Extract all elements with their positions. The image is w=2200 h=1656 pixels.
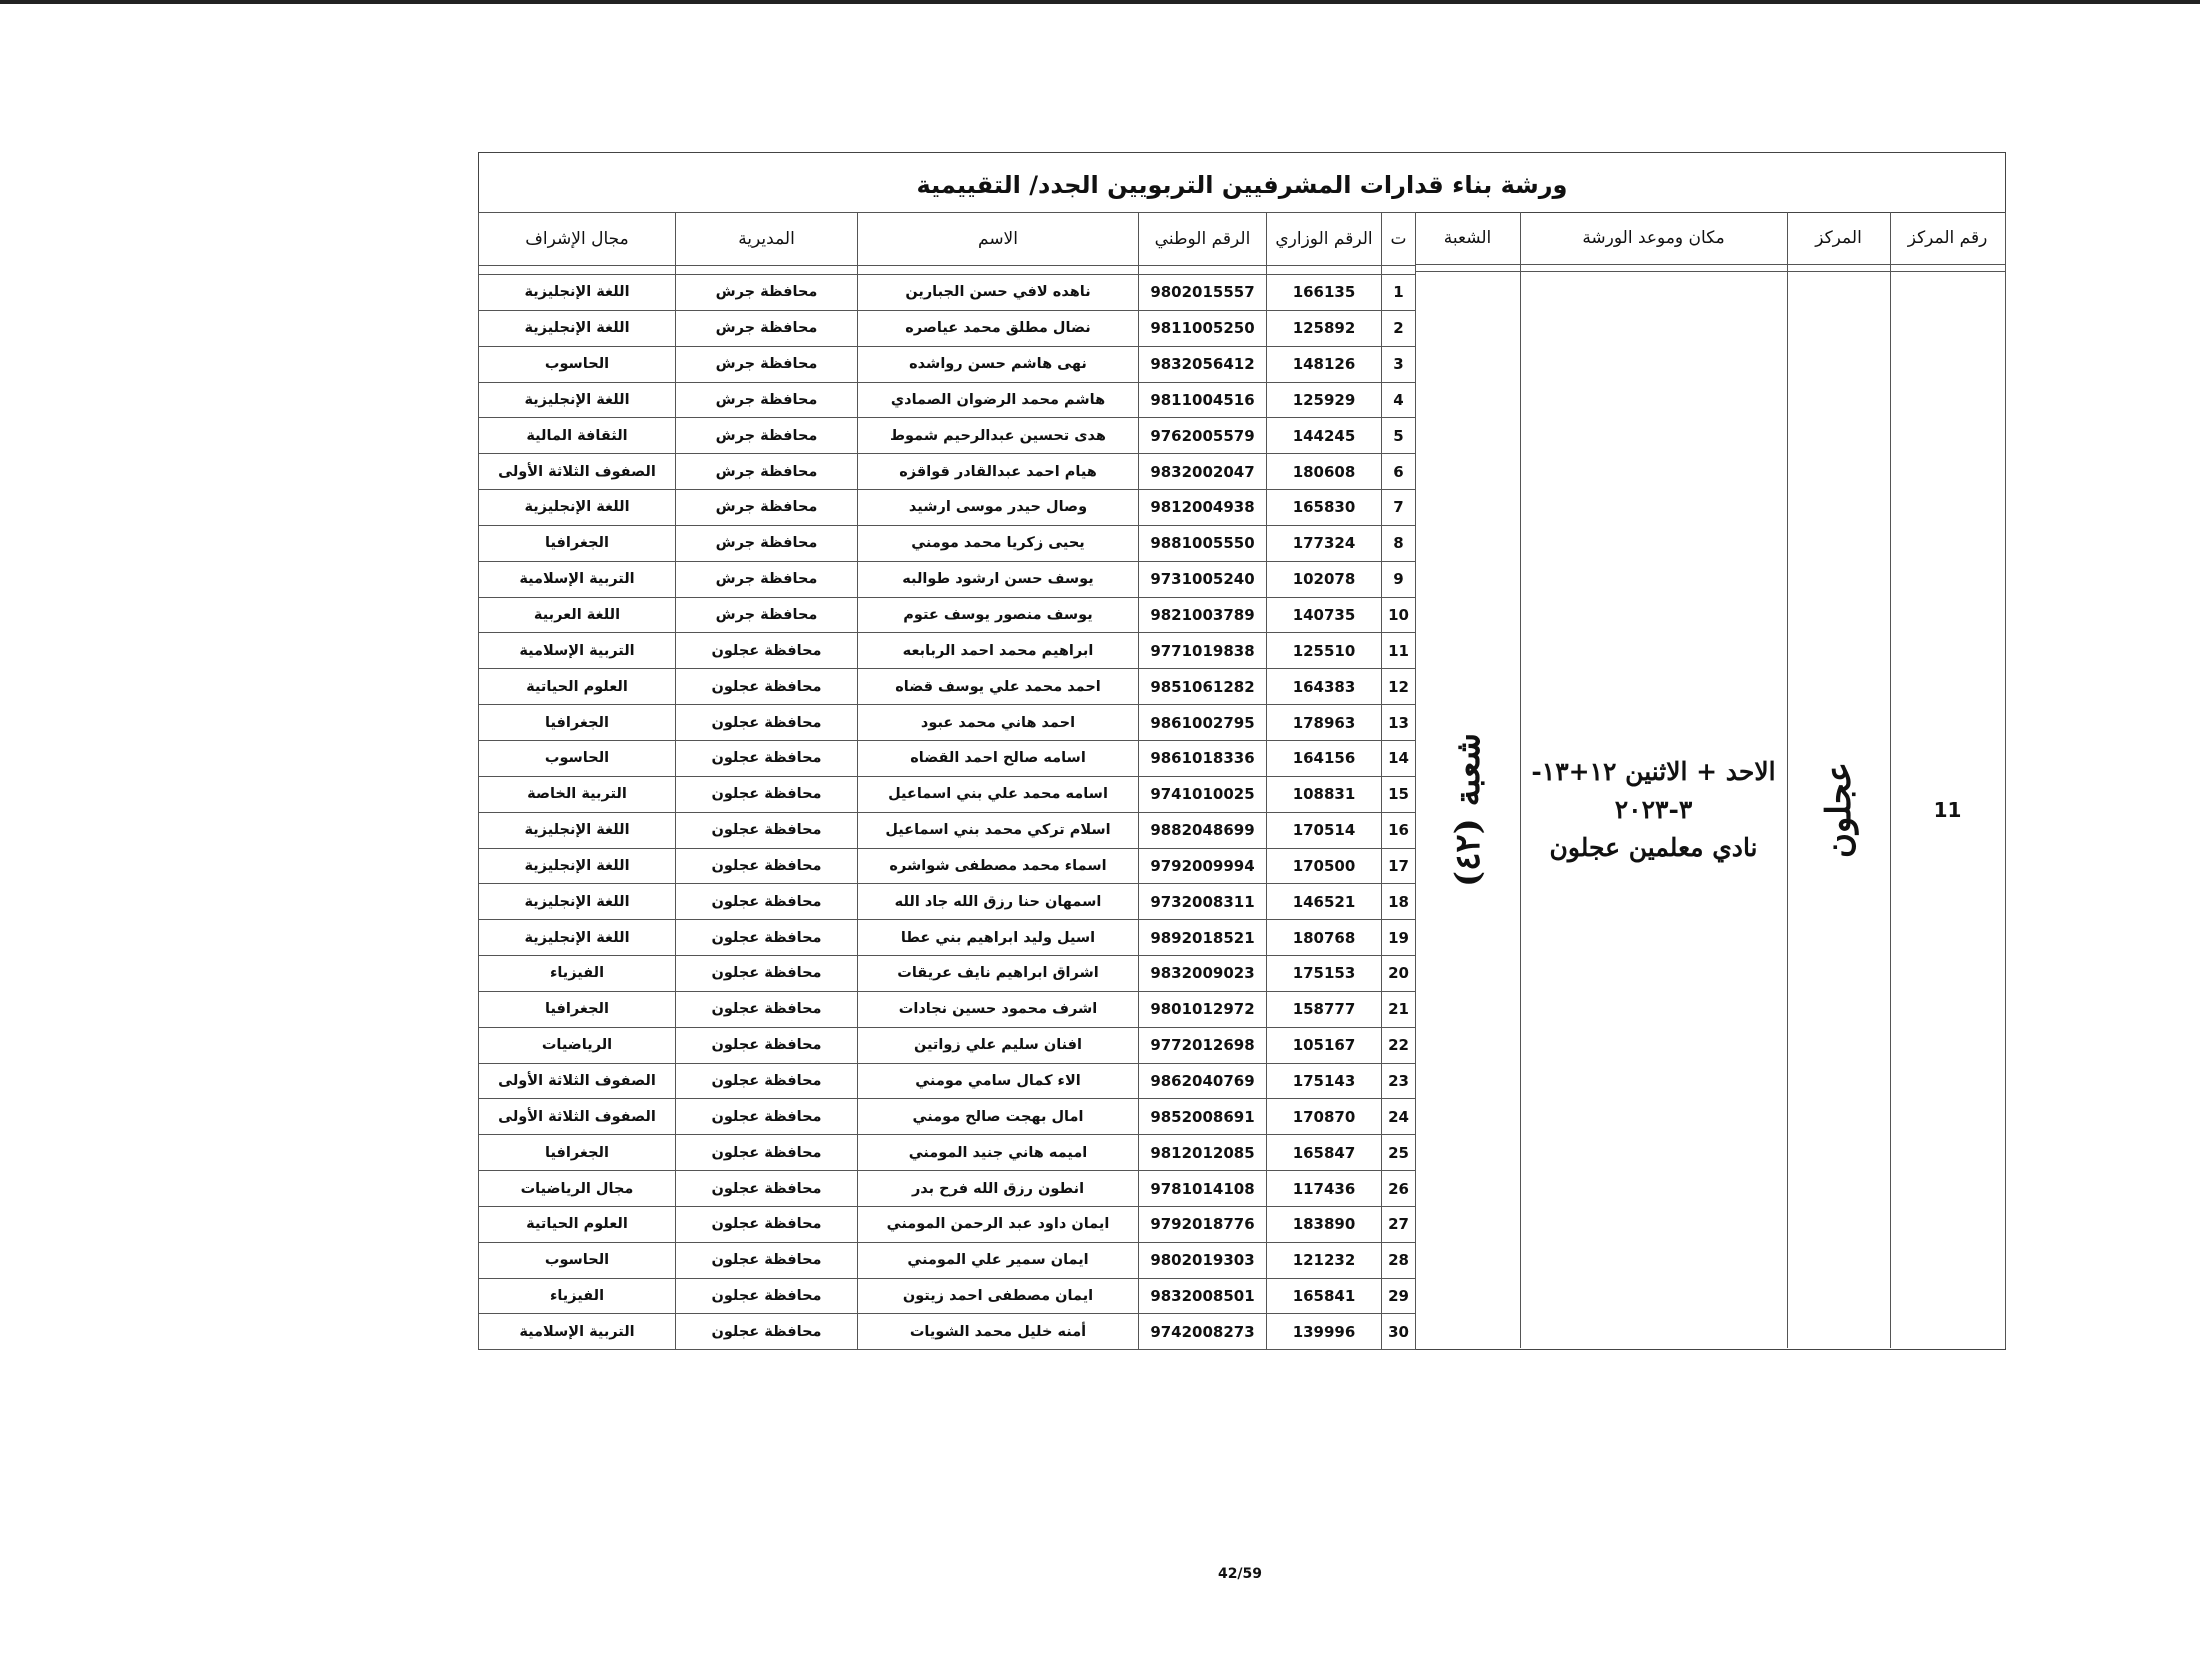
table-row	[479, 633, 1416, 669]
index-cell: 25	[1382, 1135, 1416, 1171]
index-cell: 7	[1382, 490, 1416, 526]
field-cell: اللغة الإنجليزية	[479, 310, 676, 346]
name-cell: اميمه هاني جنيد المومني	[858, 1135, 1139, 1171]
participants-table	[478, 212, 1416, 1350]
national-id-cell: 9821003789	[1139, 597, 1267, 633]
index-cell: 30	[1382, 1314, 1416, 1350]
ministry-id-cell: 178963	[1267, 705, 1382, 741]
directorate-cell: محافظة عجلون	[676, 776, 858, 812]
name-cell: يوسف منصور يوسف عتوم	[858, 597, 1139, 633]
national-id-cell: 9832009023	[1139, 956, 1267, 992]
national-id-cell: 9862040769	[1139, 1063, 1267, 1099]
header-field: مجال الإشراف	[479, 213, 676, 266]
index-cell: 16	[1382, 812, 1416, 848]
directorate-cell: محافظة عجلون	[676, 1242, 858, 1278]
directorate-cell: محافظة عجلون	[676, 1171, 858, 1207]
ministry-id-cell: 140735	[1267, 597, 1382, 633]
table-row	[479, 597, 1416, 633]
right-border	[2005, 212, 2006, 1348]
ministry-id-cell: 180768	[1267, 920, 1382, 956]
name-cell: هيام احمد عبدالقادر قواقزه	[858, 454, 1139, 490]
field-cell: الحاسوب	[479, 740, 676, 776]
index-cell: 13	[1382, 705, 1416, 741]
national-id-cell: 9892018521	[1139, 920, 1267, 956]
header-ministry-id: الرقم الوزاري	[1267, 213, 1382, 266]
index-cell: 9	[1382, 561, 1416, 597]
name-cell: الاء كمال سامي مومني	[858, 1063, 1139, 1099]
field-cell: اللغة الإنجليزية	[479, 920, 676, 956]
directorate-cell: محافظة جرش	[676, 597, 858, 633]
section-label: شعبة (٤٢)	[1447, 733, 1488, 887]
national-id-cell: 9851061282	[1139, 669, 1267, 705]
ministry-id-cell: 175143	[1267, 1063, 1382, 1099]
field-cell: التربية الإسلامية	[479, 1314, 676, 1350]
national-id-cell: 9861002795	[1139, 705, 1267, 741]
national-id-cell: 9811005250	[1139, 310, 1267, 346]
directorate-cell: محافظة عجلون	[676, 633, 858, 669]
index-cell: 24	[1382, 1099, 1416, 1135]
directorate-cell: محافظة عجلون	[676, 1099, 858, 1135]
directorate-cell: محافظة جرش	[676, 310, 858, 346]
national-id-cell: 9801012972	[1139, 991, 1267, 1027]
center-no-cell	[1890, 272, 2005, 1348]
table-row	[479, 848, 1416, 884]
name-cell: هدى تحسين عبدالرحيم شموط	[858, 418, 1139, 454]
national-id-cell: 9781014108	[1139, 1171, 1267, 1207]
index-cell: 17	[1382, 848, 1416, 884]
ministry-id-cell: 170514	[1267, 812, 1382, 848]
index-cell: 27	[1382, 1206, 1416, 1242]
header-rule-right	[1415, 264, 2006, 272]
name-cell: اشراق ابراهيم نايف عريقات	[858, 956, 1139, 992]
name-cell: ايمان داود عبد الرحمن المومني	[858, 1206, 1139, 1242]
index-cell: 4	[1382, 382, 1416, 418]
header-directorate: المديرية	[676, 213, 858, 266]
name-cell: احمد محمد علي يوسف قضاه	[858, 669, 1139, 705]
field-cell: الفيزياء	[479, 956, 676, 992]
table-row	[479, 1278, 1416, 1314]
directorate-cell: محافظة جرش	[676, 346, 858, 382]
index-cell: 15	[1382, 776, 1416, 812]
national-id-cell: 9762005579	[1139, 418, 1267, 454]
index-cell: 6	[1382, 454, 1416, 490]
name-cell: ناهده لافي حسن الجبارين	[858, 275, 1139, 311]
name-cell: انطون رزق الله فرح بدر	[858, 1171, 1139, 1207]
ministry-id-cell: 125929	[1267, 382, 1382, 418]
directorate-cell: محافظة عجلون	[676, 1063, 858, 1099]
national-id-cell: 9832056412	[1139, 346, 1267, 382]
table-row	[479, 1135, 1416, 1171]
index-cell: 28	[1382, 1242, 1416, 1278]
name-cell: امال بهجت صالح مومني	[858, 1099, 1139, 1135]
table-row	[479, 1171, 1416, 1207]
ministry-id-cell: 165847	[1267, 1135, 1382, 1171]
name-cell: نهى هاشم حسن رواشده	[858, 346, 1139, 382]
index-cell: 23	[1382, 1063, 1416, 1099]
index-cell: 29	[1382, 1278, 1416, 1314]
field-cell: اللغة الإنجليزية	[479, 812, 676, 848]
section-cell	[1415, 272, 1520, 1348]
name-cell: هاشم محمد الرضوان الصمادي	[858, 382, 1139, 418]
index-cell: 21	[1382, 991, 1416, 1027]
national-id-cell: 9802019303	[1139, 1242, 1267, 1278]
center-cell	[1787, 272, 1890, 1348]
index-cell: 11	[1382, 633, 1416, 669]
national-id-cell: 9881005550	[1139, 525, 1267, 561]
name-cell: ايمان سمير علي المومني	[858, 1242, 1139, 1278]
national-id-cell: 9792009994	[1139, 848, 1267, 884]
center-name: عجلون	[1818, 761, 1859, 859]
name-cell: يوسف حسن ارشود طوالبه	[858, 561, 1139, 597]
header-national-id: الرقم الوطني	[1139, 213, 1267, 266]
ministry-id-cell: 183890	[1267, 1206, 1382, 1242]
ministry-id-cell: 165841	[1267, 1278, 1382, 1314]
national-id-cell: 9792018776	[1139, 1206, 1267, 1242]
table-row	[479, 740, 1416, 776]
index-cell: 19	[1382, 920, 1416, 956]
directorate-cell: محافظة عجلون	[676, 1278, 858, 1314]
field-cell: الصفوف الثلاثة الأولى	[479, 454, 676, 490]
table-row	[479, 1063, 1416, 1099]
index-cell: 26	[1382, 1171, 1416, 1207]
national-id-cell: 9811004516	[1139, 382, 1267, 418]
ministry-id-cell: 175153	[1267, 956, 1382, 992]
field-cell: اللغة الإنجليزية	[479, 382, 676, 418]
national-id-cell: 9771019838	[1139, 633, 1267, 669]
table-row	[479, 525, 1416, 561]
name-cell: افنان سليم علي زواتين	[858, 1027, 1139, 1063]
venue-location: نادي معلمين عجلون	[1549, 833, 1758, 862]
header-spacer	[479, 266, 1416, 275]
ministry-id-cell: 158777	[1267, 991, 1382, 1027]
table-row	[479, 310, 1416, 346]
directorate-cell: محافظة عجلون	[676, 705, 858, 741]
directorate-cell: محافظة عجلون	[676, 848, 858, 884]
field-cell: اللغة الإنجليزية	[479, 848, 676, 884]
table-row	[479, 812, 1416, 848]
field-cell: الجغرافيا	[479, 525, 676, 561]
name-cell: اسلام تركي محمد بني اسماعيل	[858, 812, 1139, 848]
table-body	[479, 275, 1416, 1350]
national-id-cell: 9812012085	[1139, 1135, 1267, 1171]
header-index: ت	[1382, 213, 1416, 266]
name-cell: يحيى زكريا محمد مومني	[858, 525, 1139, 561]
ministry-id-cell: 144245	[1267, 418, 1382, 454]
venue-cell	[1520, 272, 1787, 1348]
name-cell: اسمهان حنا رزق الله جاد الله	[858, 884, 1139, 920]
directorate-cell: محافظة عجلون	[676, 1314, 858, 1350]
directorate-cell: محافظة عجلون	[676, 669, 858, 705]
field-cell: اللغة الإنجليزية	[479, 884, 676, 920]
field-cell: التربية الإسلامية	[479, 561, 676, 597]
ministry-id-cell: 164383	[1267, 669, 1382, 705]
field-cell: الصفوف الثلاثة الأولى	[479, 1063, 676, 1099]
index-cell: 1	[1382, 275, 1416, 311]
ministry-id-cell: 166135	[1267, 275, 1382, 311]
field-cell: الجغرافيا	[479, 1135, 676, 1171]
field-cell: العلوم الحياتية	[479, 669, 676, 705]
table-row	[479, 991, 1416, 1027]
field-cell: التربية الخاصة	[479, 776, 676, 812]
ministry-id-cell: 177324	[1267, 525, 1382, 561]
index-cell: 10	[1382, 597, 1416, 633]
field-cell: اللغة العربية	[479, 597, 676, 633]
field-cell: الفيزياء	[479, 1278, 676, 1314]
directorate-cell: محافظة عجلون	[676, 1135, 858, 1171]
national-id-cell: 9772012698	[1139, 1027, 1267, 1063]
table-row	[479, 669, 1416, 705]
directorate-cell: محافظة جرش	[676, 382, 858, 418]
ministry-id-cell: 146521	[1267, 884, 1382, 920]
field-cell: التربية الإسلامية	[479, 633, 676, 669]
table-row	[479, 1027, 1416, 1063]
name-cell: اسيل وليد ابراهيم بني عطا	[858, 920, 1139, 956]
national-id-cell: 9852008691	[1139, 1099, 1267, 1135]
table-row	[479, 920, 1416, 956]
name-cell: اسامه صالح احمد القضاه	[858, 740, 1139, 776]
ministry-id-cell: 125510	[1267, 633, 1382, 669]
national-id-cell: 9861018336	[1139, 740, 1267, 776]
directorate-cell: محافظة جرش	[676, 561, 858, 597]
national-id-cell: 9732008311	[1139, 884, 1267, 920]
field-cell: العلوم الحياتية	[479, 1206, 676, 1242]
directorate-cell: محافظة جرش	[676, 418, 858, 454]
ministry-id-cell: 102078	[1267, 561, 1382, 597]
field-cell: الجغرافيا	[479, 705, 676, 741]
field-cell: مجال الرياضيات	[479, 1171, 676, 1207]
index-cell: 22	[1382, 1027, 1416, 1063]
name-cell: أمنه خليل محمد الشويات	[858, 1314, 1139, 1350]
national-id-cell: 9812004938	[1139, 490, 1267, 526]
field-cell: الحاسوب	[479, 346, 676, 382]
ministry-id-cell: 170500	[1267, 848, 1382, 884]
ministry-id-cell: 148126	[1267, 346, 1382, 382]
ministry-id-cell: 139996	[1267, 1314, 1382, 1350]
index-cell: 18	[1382, 884, 1416, 920]
ministry-id-cell: 108831	[1267, 776, 1382, 812]
field-cell: الرياضيات	[479, 1027, 676, 1063]
index-cell: 8	[1382, 525, 1416, 561]
table-row	[479, 561, 1416, 597]
national-id-cell: 9731005240	[1139, 561, 1267, 597]
ministry-id-cell: 180608	[1267, 454, 1382, 490]
name-cell: اسامه محمد علي بني اسماعيل	[858, 776, 1139, 812]
national-id-cell: 9742008273	[1139, 1314, 1267, 1350]
ministry-id-cell: 121232	[1267, 1242, 1382, 1278]
directorate-cell: محافظة جرش	[676, 454, 858, 490]
table-row	[479, 275, 1416, 311]
national-id-cell: 9802015557	[1139, 275, 1267, 311]
table-row	[479, 1206, 1416, 1242]
name-cell: اشرف محمود حسين نجادات	[858, 991, 1139, 1027]
national-id-cell: 9832002047	[1139, 454, 1267, 490]
index-cell: 20	[1382, 956, 1416, 992]
index-cell: 2	[1382, 310, 1416, 346]
table-row	[479, 884, 1416, 920]
ministry-id-cell: 105167	[1267, 1027, 1382, 1063]
directorate-cell: محافظة عجلون	[676, 884, 858, 920]
index-cell: 12	[1382, 669, 1416, 705]
directorate-cell: محافظة جرش	[676, 275, 858, 311]
table-row	[479, 956, 1416, 992]
scan-top-edge	[0, 0, 2200, 4]
directorate-cell: محافظة جرش	[676, 490, 858, 526]
table-row	[479, 705, 1416, 741]
table-row	[479, 1099, 1416, 1135]
directorate-cell: محافظة عجلون	[676, 812, 858, 848]
national-id-cell: 9741010025	[1139, 776, 1267, 812]
field-cell: الصفوف الثلاثة الأولى	[479, 1099, 676, 1135]
directorate-cell: محافظة عجلون	[676, 1206, 858, 1242]
header-venue: مكان وموعد الورشة	[1582, 228, 1725, 248]
document-title: ورشة بناء قدارات المشرفيين التربويين الجدد/ التقييمية	[916, 171, 1568, 199]
name-cell: نضال مطلق محمد عياصره	[858, 310, 1139, 346]
national-id-cell: 9832008501	[1139, 1278, 1267, 1314]
table-row	[479, 454, 1416, 490]
name-cell: اسماء محمد مصطفى شواشره	[858, 848, 1139, 884]
ministry-id-cell: 165830	[1267, 490, 1382, 526]
field-cell: الحاسوب	[479, 1242, 676, 1278]
name-cell: ايمان مصطفى احمد زيتون	[858, 1278, 1139, 1314]
directorate-cell: محافظة عجلون	[676, 991, 858, 1027]
ministry-id-cell: 117436	[1267, 1171, 1382, 1207]
directorate-cell: محافظة عجلون	[676, 956, 858, 992]
field-cell: الثقافة المالية	[479, 418, 676, 454]
ministry-id-cell: 164156	[1267, 740, 1382, 776]
table-row	[479, 418, 1416, 454]
national-id-cell: 9882048699	[1139, 812, 1267, 848]
header-center: المركز	[1815, 228, 1862, 248]
name-cell: احمد هاني محمد عبود	[858, 705, 1139, 741]
index-cell: 5	[1382, 418, 1416, 454]
header-name: الاسم	[858, 213, 1139, 266]
index-cell: 3	[1382, 346, 1416, 382]
header-center-no: رقم المركز	[1907, 228, 1988, 248]
field-cell: اللغة الإنجليزية	[479, 490, 676, 526]
table-row	[479, 1314, 1416, 1350]
venue-year: ٣-٢٠٢٣	[1614, 795, 1693, 824]
page-number: 42/59	[1217, 1566, 1263, 1582]
table-row	[479, 776, 1416, 812]
directorate-cell: محافظة عجلون	[676, 740, 858, 776]
venue-dates: الاحد + الاثنين ١٢+١٣-	[1531, 757, 1776, 786]
directorate-cell: محافظة جرش	[676, 525, 858, 561]
ministry-id-cell: 170870	[1267, 1099, 1382, 1135]
ministry-id-cell: 125892	[1267, 310, 1382, 346]
index-cell: 14	[1382, 740, 1416, 776]
table-row	[479, 346, 1416, 382]
center-number: 11	[1933, 798, 1962, 822]
venue-text	[1531, 753, 1775, 867]
table-row	[479, 1242, 1416, 1278]
name-cell: وصال حيدر موسى ارشيد	[858, 490, 1139, 526]
header-section: الشعبة	[1443, 228, 1492, 248]
field-cell: الجغرافيا	[479, 991, 676, 1027]
name-cell: ابراهيم محمد احمد الربابعه	[858, 633, 1139, 669]
table-row	[479, 382, 1416, 418]
directorate-cell: محافظة عجلون	[676, 920, 858, 956]
table-header-row	[479, 213, 1416, 266]
field-cell: اللغة الإنجليزية	[479, 275, 676, 311]
table-row	[479, 490, 1416, 526]
directorate-cell: محافظة عجلون	[676, 1027, 858, 1063]
